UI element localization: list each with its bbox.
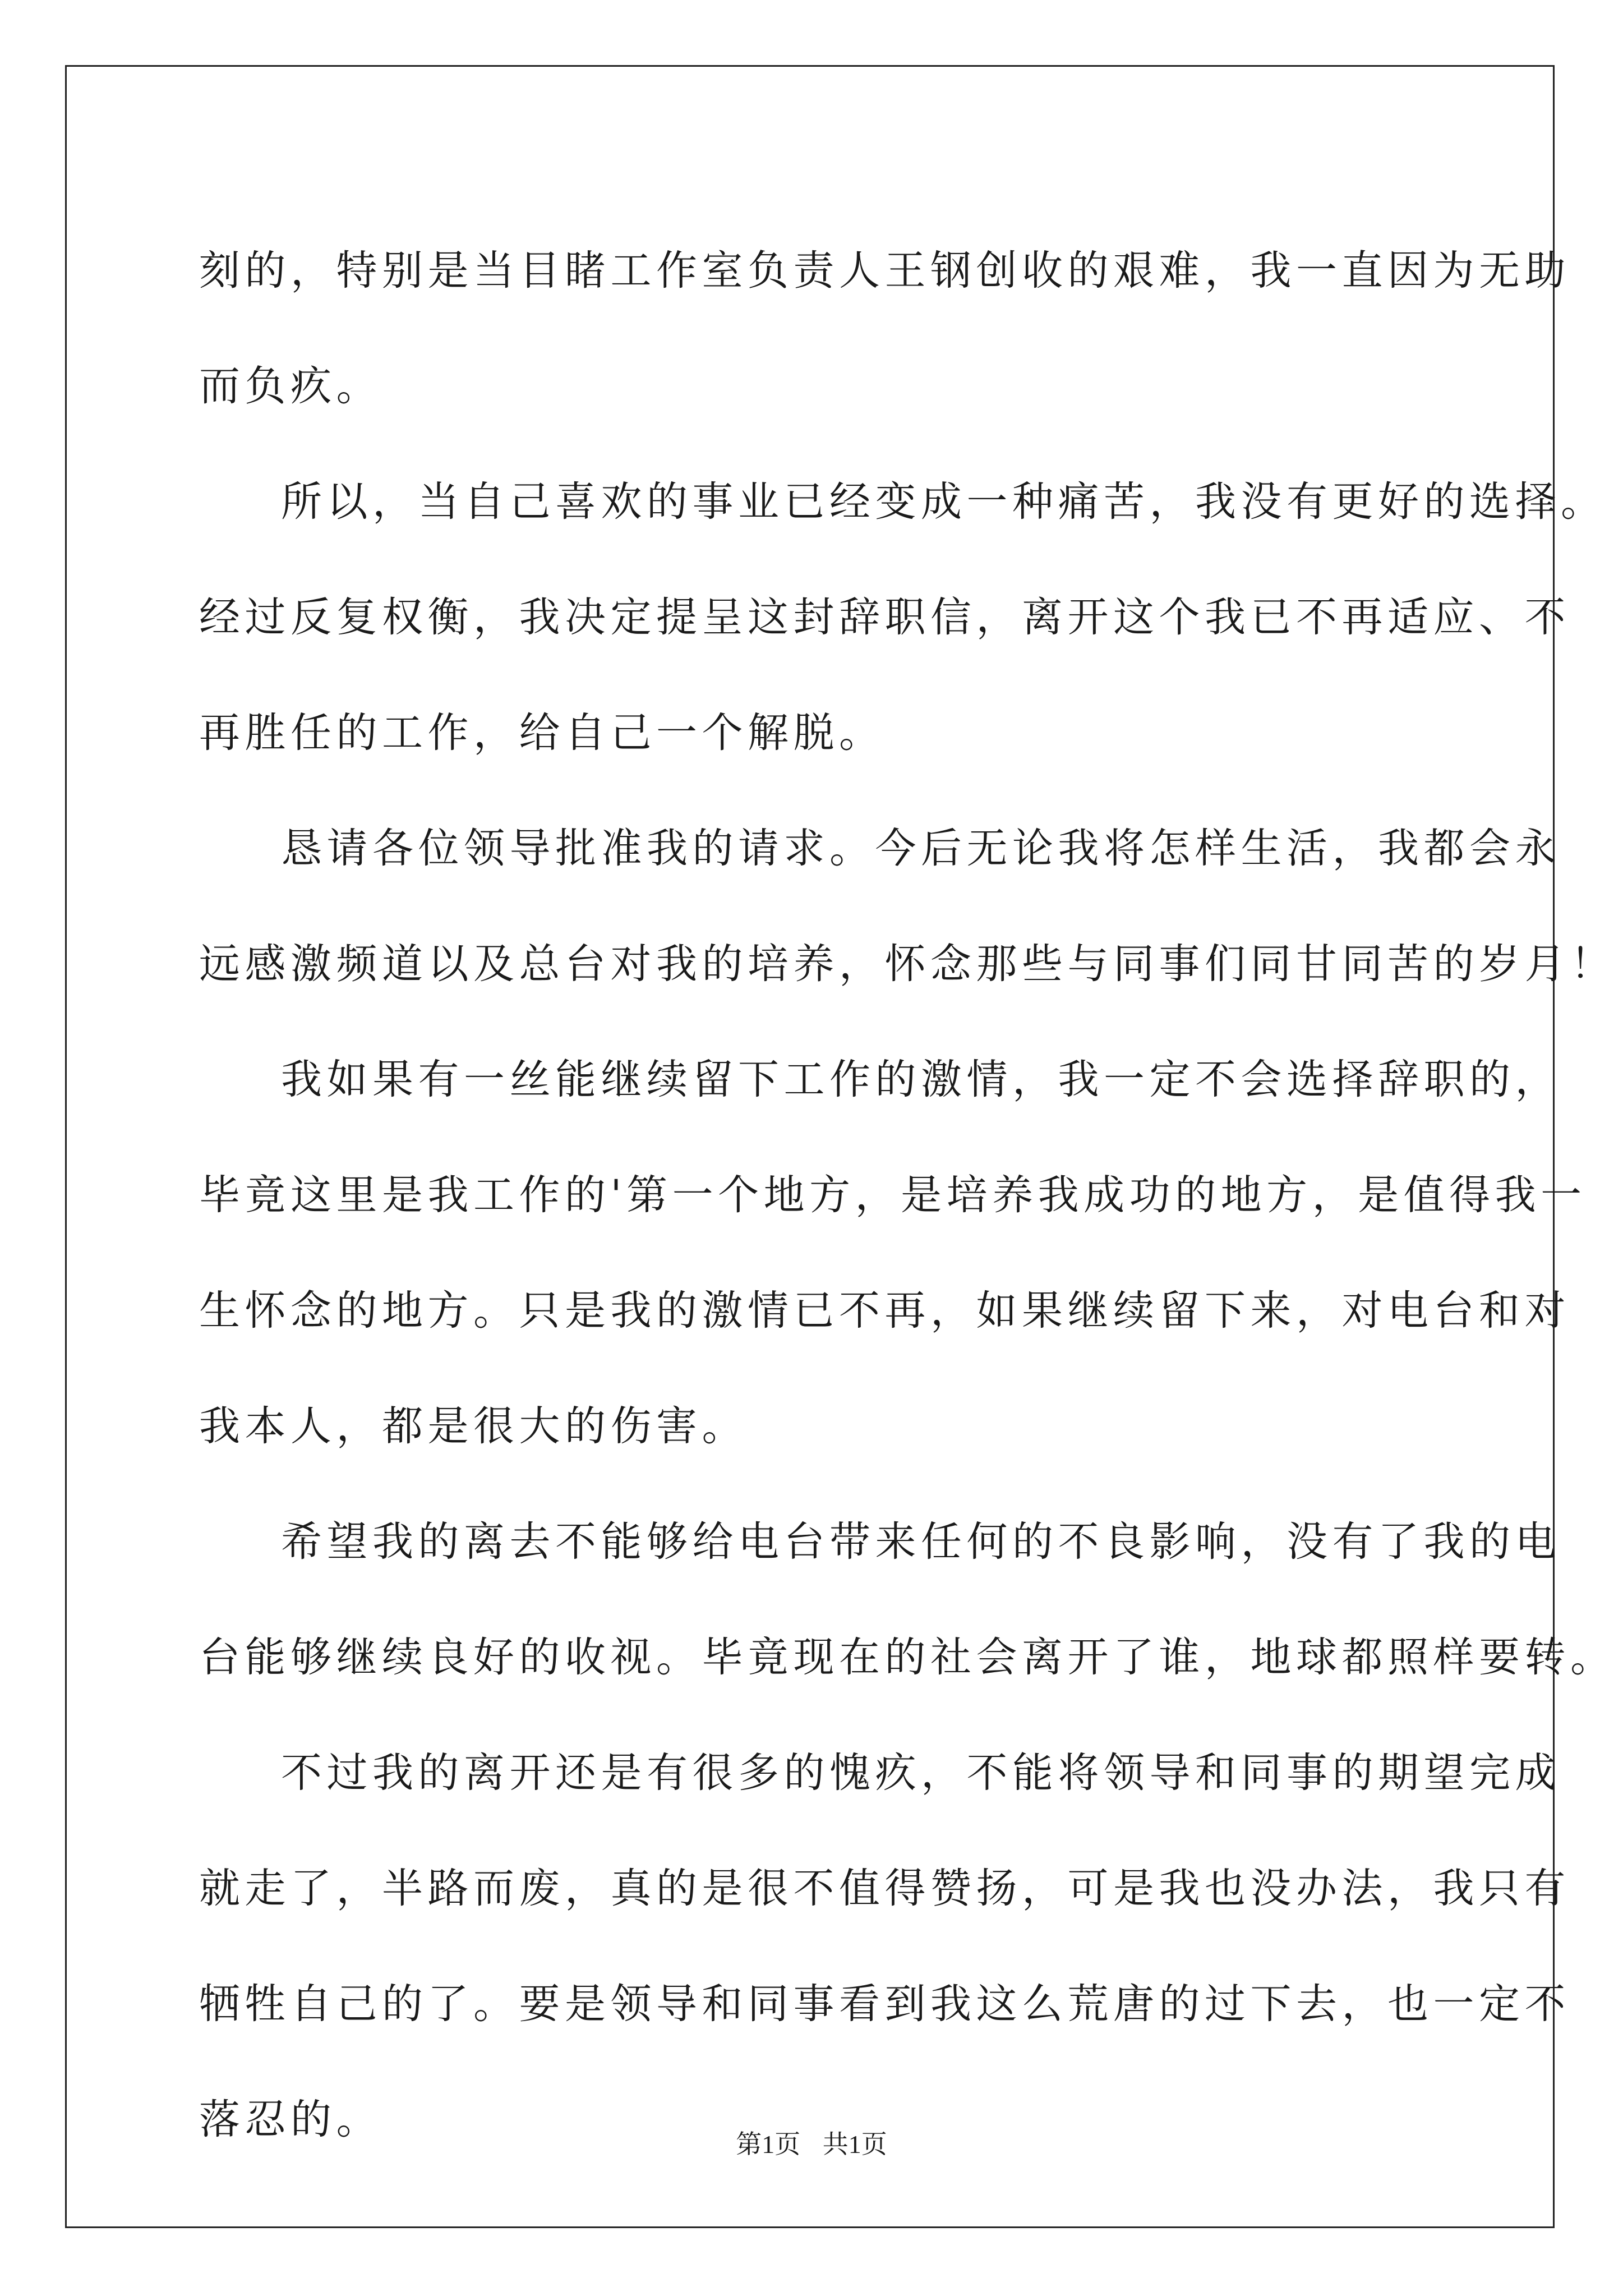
text-line: 经过反复权衡，我决定提呈这封辞职信，离开这个我已不再适应、不 (199, 593, 1570, 641)
paragraph-2 (199, 444, 1607, 791)
paragraph-5 (199, 1484, 1616, 1715)
paragraph-6 (199, 1715, 1570, 2178)
text-line: 所以，当自己喜欢的事业已经变成一种痛苦，我没有更好的选择。 (281, 478, 1607, 526)
text-line: 远感激频道以及总台对我的培养，怀念那些与同事们同甘同苦的岁月！ (199, 940, 1616, 988)
text-line: 台能够继续良好的收视。毕竟现在的社会离开了谁，地球都照样要转。 (199, 1634, 1616, 1681)
paragraph-1 (199, 213, 1570, 444)
page-footer (0, 2124, 1623, 2161)
page-total: 共1页 (822, 2130, 887, 2159)
text-line: 希望我的离去不能够给电台带来任何的不良影响，没有了我的电 (281, 1518, 1561, 1566)
paragraph-3 (199, 791, 1616, 1022)
text-line: 再胜任的工作，给自己一个解脱。 (199, 709, 885, 757)
text-line: 牺牲自己的了。要是领导和同事看到我这么荒唐的过下去，也一定不 (199, 1980, 1570, 2028)
text-line: 刻的，特别是当目睹工作室负责人王钢创收的艰难，我一直因为无助 (199, 247, 1570, 295)
text-line: 毕竟这里是我工作的'第一个地方，是培养我成功的地方，是值得我一 (199, 1171, 1587, 1219)
text-line: 而负疚。 (199, 362, 382, 410)
text-line: 我如果有一丝能继续留下工作的激情，我一定不会选择辞职的， (281, 1056, 1561, 1103)
paragraph-4 (199, 1022, 1587, 1484)
page-number: 第1页 (736, 2130, 801, 2159)
text-line: 不过我的离开还是有很多的愧疚，不能将领导和同事的期望完成 (281, 1749, 1561, 1797)
document-body (199, 213, 1616, 2178)
text-line: 我本人，都是很大的伤害。 (199, 1402, 748, 1450)
text-line: 就走了，半路而废，真的是很不值得赞扬，可是我也没办法，我只有 (199, 1865, 1570, 1912)
text-line: 落忍的。 (199, 2096, 382, 2143)
text-line: 生怀念的地方。只是我的激情已不再，如果继续留下来，对电台和对 (199, 1287, 1570, 1335)
text-line: 恳请各位领导批准我的请求。今后无论我将怎样生活，我都会永 (281, 825, 1561, 872)
